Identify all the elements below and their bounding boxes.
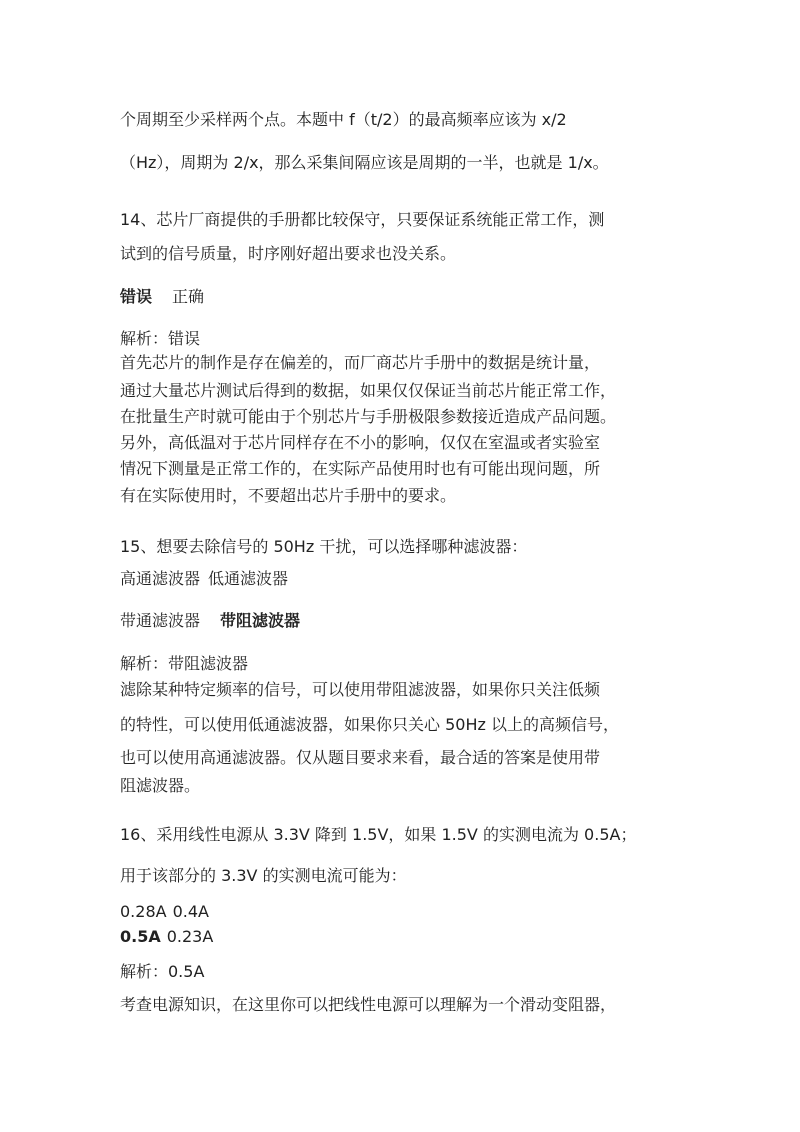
q15-analysis-line-3: 也可以使用高通滤波器。仅从题目要求来看，最合适的答案是使用带 [120,748,601,767]
q14-options [120,286,720,308]
q14-analysis-label: 解析：错误 [120,329,201,348]
q16-option-a: 0.28A [120,902,167,921]
q16-option-d: 0.23A [166,927,214,946]
q14-analysis-line-5: 情况下测量是正常工作的，在实际产品使用时也有可能出现问题，所 [120,459,601,478]
q14-analysis-line-2: 通过大量芯片测试后得到的数据，如果仅仅保证当前芯片能正常工作， [120,381,617,400]
q16-options-row-2 [120,926,720,948]
q15-option-c: 带通滤波器 [120,611,201,630]
q15-question: 15、想要去除信号的 50Hz 干扰，可以选择哪种滤波器： [120,537,528,556]
q14-question-line-2: 试到的信号质量，时序刚好超出要求也没关系。 [120,244,457,263]
intro-line-2: （Hz），周期为 2/x，那么采集间隔应该是周期的一半，也就是 1/x。 [120,153,609,172]
q15-analysis-line-1: 滤除某种特定频率的信号，可以使用带阻滤波器，如果你只关注低频 [120,680,601,699]
q14-analysis-line-1: 首先芯片的制作是存在偏差的，而厂商芯片手册中的数据是统计量， [120,353,601,372]
intro-line-1: 个周期至少采样两个点。本题中 f（t/2）的最高频率应该为 x/2 [120,110,567,129]
q14-option-other: 正确 [172,287,205,306]
q15-analysis-line-4: 阻滤波器。 [120,776,201,795]
q16-analysis-line-1: 考查电源知识，在这里你可以把线性电源可以理解为一个滑动变阻器， [120,995,617,1014]
q16-analysis-label: 解析：0.5A [120,962,205,981]
q14-question-line-1: 14、芯片厂商提供的手册都比较保守，只要保证系统能正常工作，测 [120,210,605,229]
q16-option-c: 0.5A [120,927,161,946]
q14-analysis-line-3: 在批量生产时就可能由于个别芯片与手册极限参数接近造成产品问题。 [120,407,617,426]
q15-option-a: 高通滤波器 [120,569,201,588]
q14-analysis-line-4: 另外，高低温对于芯片同样存在不小的影响，仅仅在室温或者实验室 [120,433,601,452]
q14-option-correct: 错误 [120,287,153,306]
q15-option-d: 带阻滤波器 [220,611,301,630]
q16-question-line-1: 16、采用线性电源从 3.3V 降到 1.5V，如果 1.5V 的实测电流为 0.5A； [120,825,637,844]
q15-options-row-1 [120,568,720,590]
q15-analysis-label: 解析：带阻滤波器 [120,654,249,673]
q16-options-row-1 [120,901,720,923]
q15-analysis-line-2: 的特性，可以使用低通滤波器，如果你只关心 50Hz 以上的高频信号， [120,715,619,734]
q16-question-line-2: 用于该部分的 3.3V 的实测电流可能为： [120,866,407,885]
q15-option-b: 低通滤波器 [208,569,289,588]
q15-options-row-2 [120,610,720,632]
q14-analysis-line-6: 有在实际使用时，不要超出芯片手册中的要求。 [120,486,457,505]
q16-option-b: 0.4A [172,902,209,921]
